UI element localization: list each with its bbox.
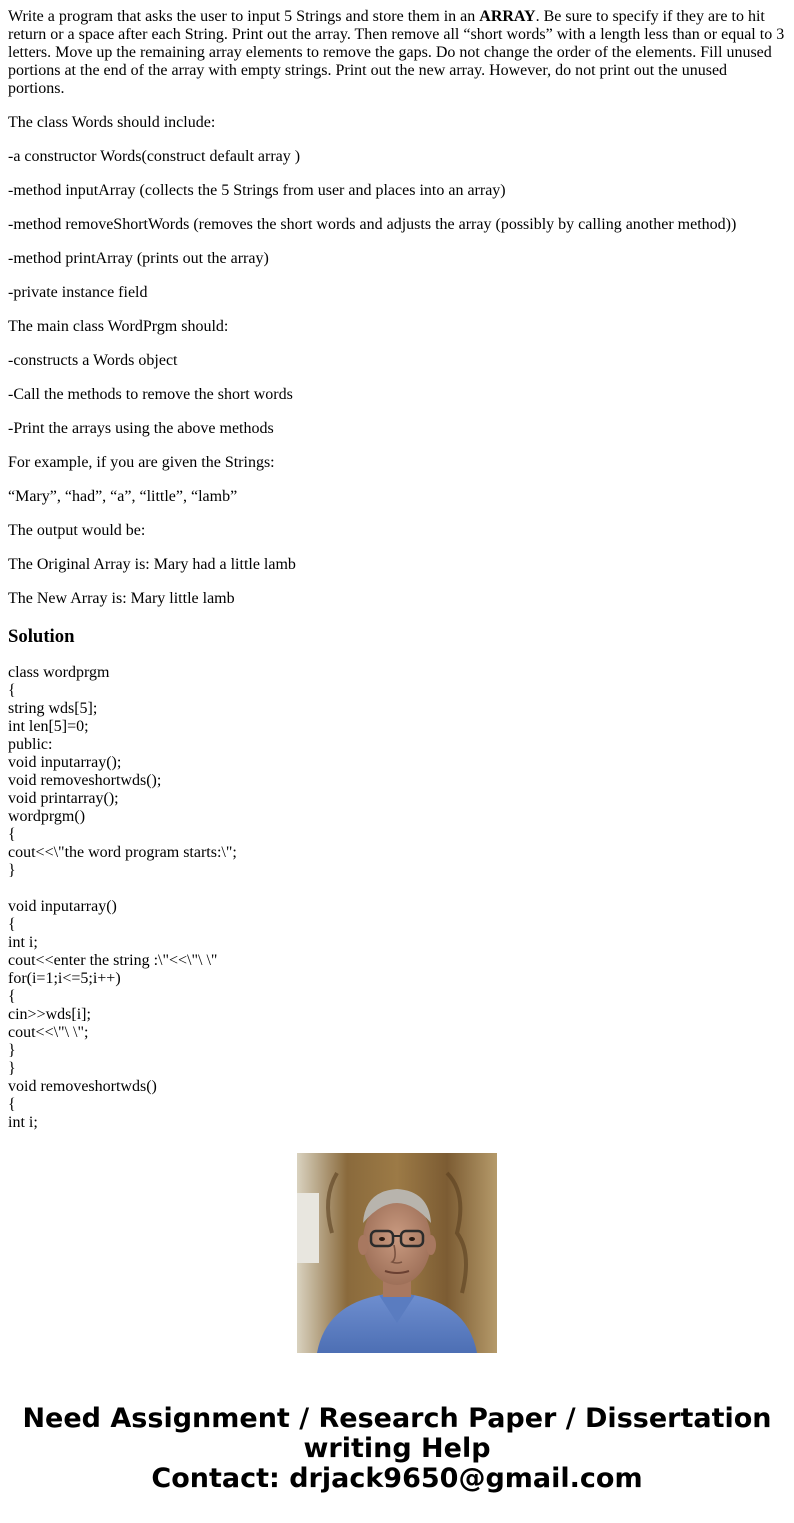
code-line: void removeshortwds() [8,1078,157,1095]
code-line: wordprgm() [8,808,86,825]
question-intro [8,8,786,98]
code-line: void removeshortwds(); [8,772,162,789]
code-line: cout<<\"the word program starts:\"; [8,844,237,861]
code-line: int i; [8,934,38,951]
code-line: void inputarray(); [8,754,122,771]
paragraph: The class Words should include: [8,114,216,131]
document-content [8,8,786,1131]
paragraph: -Print the arrays using the above methods [8,420,274,437]
paragraph: -constructs a Words object [8,352,178,369]
paragraph: The Original Array is: Mary had a little lamb [8,556,296,573]
paragraph: -method printArray (prints out the array) [8,250,269,267]
paragraph: The output would be: [8,522,146,539]
code-line: public: [8,736,53,753]
code-line: cout<<\"\ \"; [8,1024,89,1041]
author-avatar [297,1153,497,1353]
author-photo [297,1153,497,1353]
promo-contact: Contact: drjack9650@gmail.com [151,1463,643,1494]
promo-line: writing Help [303,1433,491,1464]
code-line: } [8,1060,16,1077]
paragraph: The main class WordPrgm should: [8,318,229,335]
code-line: for(i=1;i<=5;i++) [8,970,121,987]
paragraph: -private instance field [8,284,148,301]
intro-text-start: Write a program that asks the user to input 5 Strings and store them in an [8,8,480,25]
intro-emphasis: ARRAY [479,8,536,25]
promo-line: Need Assignment / Research Paper / Dissertation [22,1403,772,1434]
intro-text-end: . Be sure to specify if they are to hit return or a space after each String. Print out the array. Then remove all “short words” with a length less than or equal to 3 letters. Move up the remaining array elements to remove the gaps. Do not change the order of the elements. Fill unused portions at the end of the array with empty strings. Print out the new array. However, do not print out the unused portions. [8,8,785,97]
code-line: { [8,826,16,843]
code-line: cin>>wds[i]; [8,1006,91,1023]
solution-heading: Solution [8,626,75,647]
paragraph: -method inputArray (collects the 5 Strings from user and places into an array) [8,182,506,199]
code-line: { [8,988,16,1005]
code-line: int i; [8,1114,38,1131]
paragraph: The New Array is: Mary little lamb [8,590,235,607]
code-line: { [8,1096,16,1113]
solution-code [8,664,786,1131]
code-line [8,880,786,898]
code-line: { [8,916,16,933]
code-line: { [8,682,16,699]
promo-banner [0,1404,794,1494]
paragraph: -Call the methods to remove the short words [8,386,293,403]
code-line: void inputarray() [8,898,117,915]
paragraph: “Mary”, “had”, “a”, “little”, “lamb” [8,488,238,505]
code-line: class wordprgm [8,664,110,681]
paragraph: -method removeShortWords (removes the short words and adjusts the array (possibly by calling another method)) [8,216,737,233]
code-line: cout<<enter the string :\"<<\"\ \" [8,952,218,969]
code-line: } [8,1042,16,1059]
paragraph: -a constructor Words(construct default array ) [8,148,301,165]
code-line: } [8,862,16,879]
code-line: void printarray(); [8,790,119,807]
paragraph: For example, if you are given the Strings: [8,454,275,471]
code-line: int len[5]=0; [8,718,89,735]
code-line: string wds[5]; [8,700,98,717]
